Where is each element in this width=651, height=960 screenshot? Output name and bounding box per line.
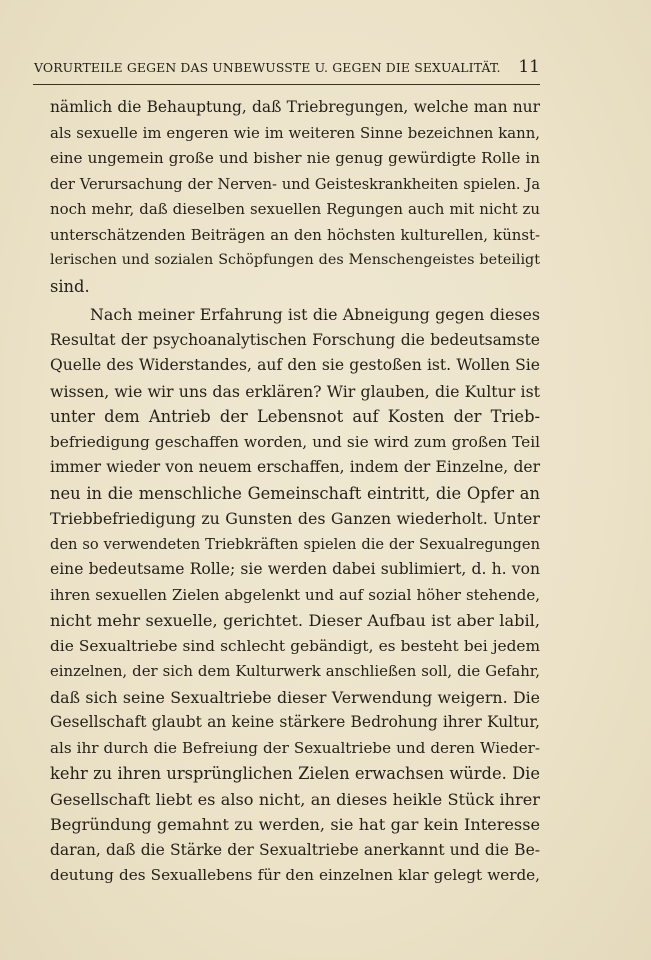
body-text: [50, 95, 540, 889]
text-line: neu in die menschliche Gemeinschaft eintritt, die Opfer an: [50, 483, 540, 503]
text-line: eine bedeutsame Rolle; sie werden dabei sublimiert, d. h. von: [50, 560, 540, 578]
text-line: ihren sexuellen Zielen abgelenkt und auf sozial höher stehende,: [50, 585, 540, 604]
text-line: Gesellschaft glaubt an keine stärkere Bedrohung ihrer Kultur,: [50, 713, 540, 731]
text-line: Triebbefriedigung zu Gunsten des Ganzen wiederholt. Unter: [50, 509, 540, 528]
header-rule: [33, 84, 540, 85]
text-line: kehr zu ihren ursprünglichen Zielen erwachsen würde. Die: [50, 764, 540, 783]
text-line: wissen, wie wir uns das erklären? Wir glauben, die Kultur ist: [50, 381, 540, 401]
text-line: sind.: [50, 276, 90, 296]
text-line: deutung des Sexuallebens für den einzelnen klar gelegt werde,: [50, 866, 540, 884]
text-line: eine ungemein große und bisher nie genug gewürdigte Rolle in: [50, 149, 540, 167]
text-line: noch mehr, daß dieselben sexuellen Regungen auch mit nicht zu: [50, 200, 540, 218]
running-title: VORURTEILE GEGEN DAS UNBEWUSSTE U. GEGEN DIE SEXUALITÄT.: [34, 60, 501, 75]
text-line: Begründung gemahnt zu werden, sie hat gar kein Interesse: [50, 815, 540, 834]
text-line: der Verursachung der Nerven- und Geisteskrankheiten spielen. Ja: [50, 175, 540, 193]
paragraph-1: [50, 95, 540, 299]
text-line: Nach meiner Erfahrung ist die Abneigung gegen dieses: [90, 305, 540, 324]
text-line: nämlich die Behauptung, daß Triebregungen, welche man nur: [50, 98, 540, 116]
running-header: [34, 57, 540, 81]
text-line: Quelle des Widerstandes, auf den sie gestoßen ist. Wollen Sie: [50, 356, 540, 374]
text-line: befriedigung geschaffen worden, und sie wird zum großen Teil: [50, 432, 540, 451]
page-number: 11: [518, 57, 540, 77]
text-line: den so verwendeten Triebkräften spielen die der Sexualregungen: [50, 535, 540, 553]
text-line: als ihr durch die Befreiung der Sexualtriebe und deren Wieder-: [50, 738, 540, 757]
text-line: Resultat der psychoanalytischen Forschung die bedeutsamste: [50, 330, 540, 349]
text-line: als sexuelle im engeren wie im weiteren Sinne bezeichnen kann,: [50, 123, 540, 142]
text-line: daß sich seine Sexualtriebe dieser Verwendung weigern. Die: [50, 687, 540, 707]
text-line: einzelnen, der sich dem Kulturwerk anschließen soll, die Gefahr,: [50, 662, 540, 680]
text-line: Gesellschaft liebt es also nicht, an dieses heikle Stück ihrer: [50, 789, 540, 809]
text-line: nicht mehr sexuelle, gerichtet. Dieser Aufbau ist aber labil,: [50, 611, 540, 630]
text-line: unter dem Antrieb der Lebensnot auf Kosten der Trieb-: [50, 407, 540, 426]
paragraph-2: [50, 302, 540, 889]
text-line: immer wieder von neuem erschaffen, indem der Einzelne, der: [50, 458, 540, 476]
text-line: die Sexualtriebe sind schlecht gebändigt, es besteht bei jedem: [50, 636, 540, 655]
text-line: unterschätzenden Beiträgen an den höchsten kulturellen, künst-: [50, 225, 540, 244]
text-line: lerischen und sozialen Schöpfungen des Menschengeistes beteiligt: [50, 252, 540, 268]
text-line: daran, daß die Stärke der Sexualtriebe anerkannt und die Be-: [50, 840, 540, 859]
